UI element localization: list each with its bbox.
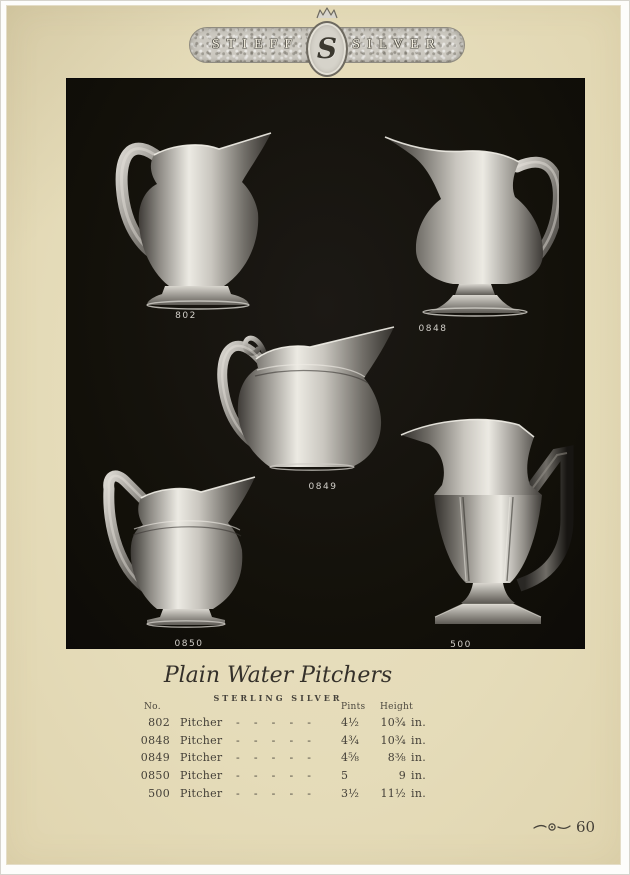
pitcher-label: 0849 — [308, 482, 338, 492]
pitcher-image-0848 — [379, 109, 559, 317]
pitcher-802-body — [139, 133, 271, 286]
brand-word-right: SILVER — [352, 37, 442, 52]
pitcher-500-body — [434, 495, 542, 583]
item-no: 0849 — [140, 751, 170, 765]
crown-icon — [315, 7, 339, 19]
item-name: Pitcher — [180, 786, 223, 800]
pitcher-table — [134, 700, 444, 802]
dot-leader: - - - - - — [236, 716, 312, 730]
pitcher-label: 500 — [450, 640, 472, 650]
table-row — [134, 714, 444, 732]
item-name: Pitcher — [180, 716, 223, 730]
col-header-no: No. — [144, 702, 161, 712]
table-row — [134, 732, 444, 750]
item-name: Pitcher — [180, 751, 223, 765]
item-height: 8⅜ in. — [387, 751, 426, 765]
table-row — [134, 749, 444, 767]
pitcher-label: 0850 — [174, 639, 204, 649]
pitcher-0850-foot — [147, 609, 225, 625]
pitcher-0848-foot — [425, 295, 525, 313]
pitcher-500-neck — [401, 420, 542, 495]
col-header-pints: Pints — [341, 702, 366, 712]
listing-title: Plain Water Pitchers — [163, 663, 393, 688]
dot-leader: - - - - - — [236, 786, 312, 800]
page-number: 60 — [576, 818, 596, 836]
item-pints: 4⅝ — [341, 751, 360, 765]
item-height: 9 in. — [398, 769, 426, 783]
item-no: 0848 — [140, 733, 170, 747]
table-row — [134, 767, 444, 785]
pitcher-label: 0848 — [418, 324, 448, 334]
item-pints: 4¾ — [341, 733, 360, 747]
item-no: 0850 — [140, 769, 170, 783]
table-row — [134, 784, 444, 802]
item-no: 802 — [148, 716, 170, 730]
monogram-letter: S — [316, 32, 338, 65]
dot-leader: - - - - - — [236, 733, 312, 747]
pitcher-image-0849 — [212, 312, 397, 474]
col-header-height: Height — [380, 702, 414, 712]
dot-leader: - - - - - — [236, 751, 312, 765]
item-height: 10¾ in. — [380, 733, 426, 747]
item-pints: 4½ — [341, 716, 360, 730]
item-height: 11½ in. — [380, 786, 426, 800]
listing-subtitle: STERLING SILVER — [213, 693, 343, 703]
item-name: Pitcher — [180, 733, 223, 747]
pitcher-0850-body — [131, 477, 255, 609]
item-no: 500 — [148, 786, 170, 800]
pitcher-label: 802 — [175, 311, 197, 321]
pitcher-image-802 — [89, 101, 279, 311]
pitcher-image-0850 — [79, 451, 269, 633]
photo-plate — [67, 79, 584, 648]
item-pints: 5 — [341, 769, 349, 783]
pitcher-500-foot — [435, 604, 541, 624]
pitcher-image-500 — [397, 401, 577, 633]
page-folio — [533, 818, 595, 836]
flourish-icon — [533, 821, 571, 833]
pitcher-0848-body — [385, 137, 543, 284]
brand-banner — [189, 27, 465, 63]
item-pints: 3½ — [341, 786, 360, 800]
table-header-row — [134, 700, 444, 714]
dot-leader: - - - - - — [236, 769, 312, 783]
brand-medallion — [306, 21, 348, 77]
item-name: Pitcher — [180, 769, 223, 783]
brand-word-left: STIEFF — [212, 37, 300, 52]
item-height: 10¾ in. — [380, 716, 426, 730]
